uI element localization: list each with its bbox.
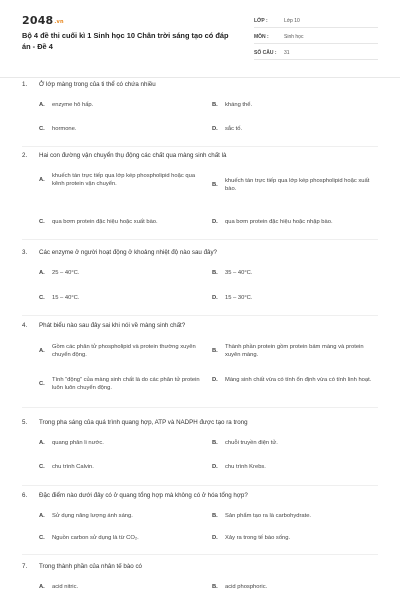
option-a[interactable]: [39, 439, 204, 447]
option-text: khuếch tán trực tiếp qua lớp kép phospholipid hoặc qua kênh protein vận chuyển.: [52, 173, 196, 188]
option-text: 25 – 40°C.: [52, 270, 80, 276]
option-b[interactable]: [212, 269, 377, 277]
question-stem: [22, 81, 378, 90]
option-letter: D.: [212, 464, 218, 470]
question-stem: [22, 249, 378, 258]
option-b[interactable]: [212, 177, 377, 194]
meta-row-subject: [254, 30, 378, 44]
option-letter: B.: [212, 513, 218, 519]
option-text: kháng thể.: [225, 102, 253, 108]
option-c[interactable]: [39, 125, 204, 133]
option-text: chuỗi truyền điện tử.: [225, 440, 278, 446]
option-letter: C.: [39, 219, 45, 225]
option-d[interactable]: [212, 294, 377, 302]
option-a[interactable]: [39, 172, 204, 189]
question-item: [22, 322, 378, 392]
question-text: Trong thành phần của nhân tế bào có: [39, 563, 142, 570]
question-stem: [22, 322, 378, 331]
question-item: [22, 492, 378, 541]
question-number: 2.: [22, 152, 28, 159]
option-text: acid phosphoric.: [225, 584, 268, 590]
option-letter: B.: [212, 182, 218, 189]
option-a[interactable]: [39, 583, 204, 591]
option-b[interactable]: [212, 101, 377, 109]
option-letter: A.: [39, 102, 45, 108]
question-number: 4.: [22, 322, 28, 329]
option-text: qua bơm protein đặc hiệu hoặc xuất bào.: [52, 219, 158, 225]
option-text: Nguồn carbon sử dụng là từ CO₂.: [52, 535, 139, 541]
question-number: 3.: [22, 249, 28, 256]
option-c[interactable]: [39, 463, 204, 471]
meta-panel: [254, 14, 378, 60]
option-letter: C.: [39, 381, 45, 388]
question-number: 5.: [22, 419, 28, 426]
option-text: acid nitric.: [52, 584, 79, 590]
option-a[interactable]: [39, 269, 204, 277]
question-item: [22, 81, 378, 132]
question-stem: [22, 492, 378, 501]
option-text: qua bơm protein đặc hiệu hoặc nhập bào.: [225, 219, 333, 225]
question-number: 6.: [22, 492, 28, 499]
option-text: 35 – 40°C.: [225, 270, 253, 276]
question-text: Ở lớp màng trong của ti thể có chứa nhiều: [39, 81, 156, 88]
option-text: Sản phẩm tạo ra là carbohydrate.: [225, 513, 312, 519]
question-text: Trong pha sáng của quá trình quang hợp, ATP và NADPH được tạo ra trong: [39, 419, 248, 426]
meta-row-count: [254, 46, 378, 60]
meta-key: MÔN :: [254, 33, 269, 40]
option-c[interactable]: [39, 294, 204, 302]
question-item: [22, 419, 378, 470]
option-text: 15 – 30°C.: [225, 295, 253, 301]
option-d[interactable]: [212, 534, 377, 542]
question-number: 1.: [22, 81, 28, 88]
option-c[interactable]: [39, 218, 204, 226]
option-a[interactable]: [39, 101, 204, 109]
option-text: hormone.: [52, 126, 77, 132]
option-b[interactable]: [212, 583, 377, 591]
option-text: enzyme hô hấp.: [52, 102, 94, 108]
option-text: quang phân li nước.: [52, 440, 104, 446]
question-text: Đặc điểm nào dưới đây có ở quang tổng hợp mà không có ở hóa tổng hợp?: [39, 492, 248, 499]
option-c[interactable]: [39, 376, 204, 393]
meta-value: 31: [284, 49, 290, 56]
option-text: Tính “động” của màng sinh chất là do các phân tử protein luôn luôn chuyển động.: [52, 377, 200, 392]
option-letter: C.: [39, 464, 45, 470]
option-b[interactable]: [212, 343, 377, 360]
meta-key: SỐ CÂU :: [254, 49, 277, 56]
question-text: Hai con đường vận chuyển thụ động các chất qua màng sinh chất là: [39, 152, 227, 159]
question-divider: [22, 146, 378, 147]
option-text: Xảy ra trong tế bào sống.: [225, 535, 291, 541]
page-header: [22, 14, 378, 66]
question-divider: [22, 407, 378, 408]
option-text: sắc tố.: [225, 126, 243, 132]
header-divider: [0, 77, 400, 78]
question-divider: [22, 315, 378, 316]
site-logo[interactable]: [22, 14, 64, 27]
option-text: chu trình Krebs.: [225, 464, 266, 470]
option-a[interactable]: [39, 343, 204, 360]
option-d[interactable]: [212, 218, 377, 226]
option-text: chu trình Calvin.: [52, 464, 94, 470]
option-d[interactable]: [212, 125, 377, 133]
question-text: Phát biểu nào sau đây sai khi nói về màng sinh chất?: [39, 322, 186, 329]
option-text: Màng sinh chất vừa có tính ổn định vừa có tính linh hoạt.: [225, 377, 372, 383]
option-letter: A.: [39, 177, 45, 184]
option-text: Gồm các phân tử phospholipid và protein thường xuyên chuyển động.: [52, 344, 196, 359]
option-c[interactable]: [39, 534, 204, 542]
option-letter: C.: [39, 126, 45, 132]
option-letter: C.: [39, 295, 45, 301]
option-text: Thành phần protein gồm protein bám màng và protein xuyên màng.: [225, 344, 364, 359]
option-letter: D.: [212, 295, 218, 301]
option-letter: D.: [212, 377, 218, 383]
option-letter: D.: [212, 535, 218, 541]
option-text: khuếch tán trực tiếp qua lớp kép phospholipid hoặc xuất bào.: [225, 178, 370, 193]
option-letter: C.: [39, 535, 45, 541]
question-divider: [22, 485, 378, 486]
option-letter: B.: [212, 348, 218, 355]
option-letter: B.: [212, 440, 218, 446]
question-item: [22, 249, 378, 301]
question-item: [22, 152, 378, 225]
meta-key: LỚP :: [254, 17, 268, 24]
option-d[interactable]: [212, 463, 377, 471]
option-letter: A.: [39, 584, 45, 590]
meta-row-grade: [254, 14, 378, 28]
option-b[interactable]: [212, 439, 377, 447]
question-stem: [22, 419, 378, 428]
question-stem: [22, 152, 378, 161]
question-divider: [22, 239, 378, 240]
question-text: Các enzyme ở người hoạt động ở khoảng nhiệt độ nào sau đây?: [39, 249, 217, 256]
meta-value: Sinh học: [284, 33, 304, 40]
option-a[interactable]: [39, 512, 204, 520]
option-text: Sử dụng năng lượng ánh sáng.: [52, 513, 133, 519]
option-letter: A.: [39, 513, 45, 519]
option-letter: D.: [212, 219, 218, 225]
option-letter: A.: [39, 270, 45, 276]
option-d[interactable]: [212, 376, 377, 384]
meta-value: Lớp 10: [284, 17, 300, 24]
option-letter: D.: [212, 126, 218, 132]
option-letter: A.: [39, 440, 45, 446]
question-item: [22, 563, 378, 590]
question-divider: [22, 554, 378, 555]
option-text: 15 – 40°C.: [52, 295, 80, 301]
page-title: Bộ 4 đề thi cuối kì 1 Sinh học 10 Chân trời sáng tạo có đáp án - Đề 4: [22, 31, 229, 51]
question-stem: [22, 563, 378, 572]
logo-domain: .vn: [54, 19, 64, 25]
option-letter: B.: [212, 584, 218, 590]
option-letter: B.: [212, 102, 218, 108]
option-letter: A.: [39, 348, 45, 355]
option-letter: B.: [212, 270, 218, 276]
logo-text: 2048: [22, 14, 54, 27]
option-b[interactable]: [212, 512, 377, 520]
question-number: 7.: [22, 563, 28, 570]
